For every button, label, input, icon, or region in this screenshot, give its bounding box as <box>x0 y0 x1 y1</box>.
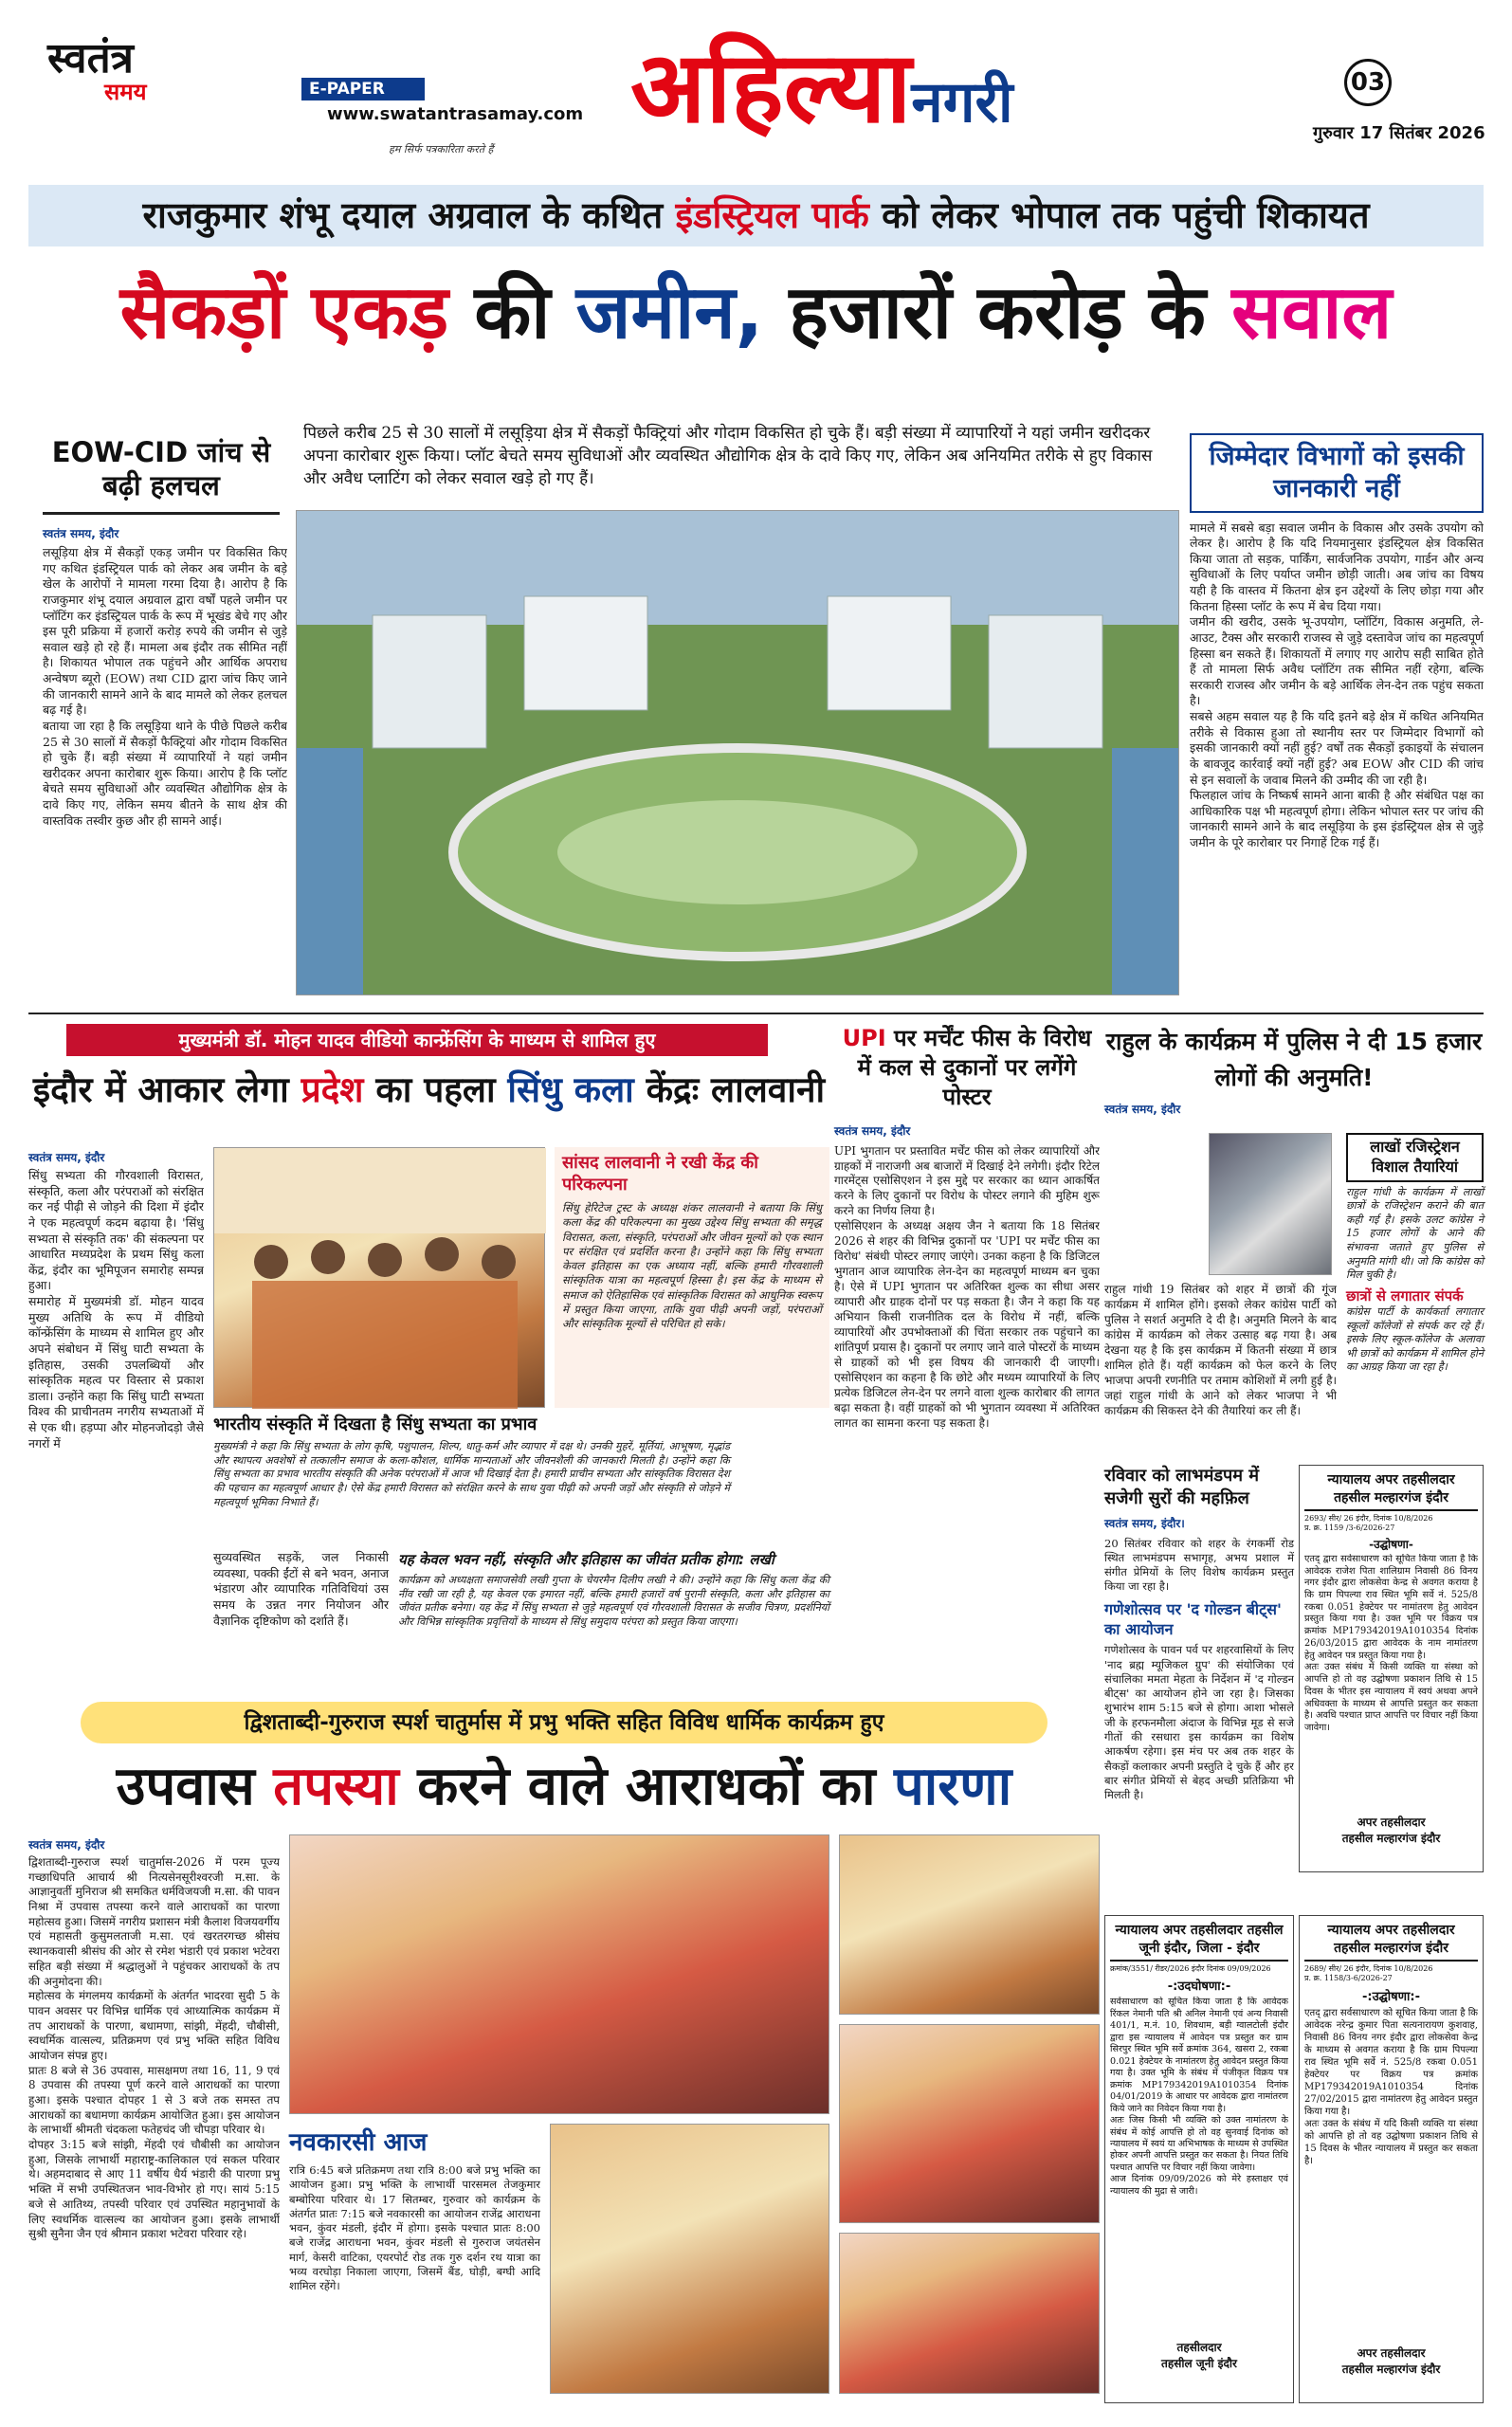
masthead <box>0 0 1512 180</box>
upi-body: UPI भुगतान पर प्रस्तावित मर्चेंट फीस को लेकर व्यापारियों और ग्राहकों में नाराजगी अब बाजारों में दिखाई देने लगेगी। इंदौर रिटेल गारमेंट्स एसोसिएशन ने इस मुद्दे पर सरकार का ध्यान आकर्षित करने के लिए दुकानों पर विरोध के पोस्टर लगाने की मुहिम शुरू करने का निर्णय लिया है। एसोसिएशन के अध्यक्ष अक्षय जैन ने बताया कि 18 सितंबर 2026 से शहर की विभिन्न दुकानों पर 'UPI पर मर्चेंट फीस का विरोध' संबंधी पोस्टर लगाए जाएंगे। उनका कहना है कि डिजिटल भुगतान आज व्यापारिक लेन-देन का महत्वपूर्ण माध्यम बन चुका है। ऐसे में UPI भुगतान पर अतिरिक्त शुल्क का सीधा असर व्यापारी और ग्राहक दोनों पर पड़ सकता है। जैन ने कहा कि यह अभियान किसी राजनीतिक दल के विरोध में नहीं, बल्कि व्यापारियों और उपभोक्ताओं की चिंता सरकार तक पहुंचाने का शांतिपूर्ण प्रयास है। दुकानों पर लगाए जाने वाले पोस्टरों के माध्यम से ग्राहकों को भी इस विषय की जानकारी दी जाएगी। एसोसिएशन का कहना है कि छोटे और मध्यम व्यापारियों के लिए प्रत्येक डिजिटल लेन-देन पर लगने वाला शुल्क कारोबार की लागत बढ़ा सकता है। वहीं ग्राहकों को भी भुगतान व्यवस्था में अतिरिक्त लागत का सामना करना पड़ सकता है। <box>834 1143 1100 1430</box>
music-subhead: गणेशोत्सव पर 'द गोल्डन बीट्स' का आयोजन <box>1104 1599 1282 1638</box>
edition-part1: अहिल्या <box>630 29 912 145</box>
notice3-ref: 2689/ सीर/ 26 इंदौर, दिनांक 10/8/2026 प्र. क्र. 1158/3-6/2026-27 <box>1304 1964 1433 1983</box>
rahul-headline: राहुल के कार्यक्रम में पुलिस ने दी 15 हजार लोगों की अनुमति! <box>1105 1028 1483 1091</box>
rahul-body: राहुल गांधी 19 सितंबर को शहर में छात्रों की गूंज कार्यक्रम में शामिल होंगे। इसको लेकर कांग्रेस पार्टी को पुलिस ने सशर्त अनुमति दे दी है। अनुमति मिलने के बाद कांग्रेस में कार्यक्रम को लेकर उत्साह बढ़ गया है। अब देखना यह है कि इस कार्यक्रम में कितनी संख्या में छात्र शामिल होते हैं। यहीं कार्यक्रम को फेल करने के लिए भाजपा अपनी रणनीति पर तमाम कोशिशों में लगी हुई है। जहां राहुल गांधी के आने को लेकर भाजपा ने भी कार्यक्रम की सिकस्त देने की तैयारियां कर ली हैं। <box>1104 1283 1337 1417</box>
logo-line1: स्वतंत्र <box>47 34 134 82</box>
notice1-head1: न्यायालय अपर तहसीलदार <box>1327 1472 1455 1487</box>
navkarasi-box <box>289 2124 540 2394</box>
sindhu-event-photo <box>213 1147 545 1408</box>
caption-headline: भारतीय संस्कृति में दिखता है सिंधु सभ्यता का प्रभाव <box>213 1414 537 1434</box>
navkarasi-headline: नवकारसी आज <box>289 2128 428 2157</box>
chaturmas-story <box>28 1702 1100 2403</box>
quote-body: कार्यक्रम को अध्यक्षता समाजसेवी लखी गुप्ता के चेयरमैन दिलीप लखी ने की। उन्होंने कहा कि सिंधु कला केंद्र की नींव रखी जा रही है, यह केवल एक इमारत नहीं, बल्कि हमारी हजारों वर्ष पुरानी संस्कृति, कला और इतिहास का जीवंत प्रतीक बनेगा। यह केंद्र में सिंधु सभ्यता से जुड़े महत्वपूर्ण एवं गौरवशाली विरासत के सजीव चित्रण, प्रदर्शनियों और विभिन्न सांस्कृतिक प्रवृत्तियों के माध्यम से सिंधु समुदाय परंपरा को प्रस्तुत किया जाएगा। <box>398 1574 830 1628</box>
caption-body: मुख्यमंत्री ने कहा कि सिंधु सभ्यता के लोग कृषि, पशुपालन, शिल्प, धातु-कर्म और व्यापार में दक्ष थे। उनकी मुहरें, मूर्तियां, आभूषण, मृद्भांड और स्थापत्य अवशेषों से तत्कालीन समाज के कला-कौशल, धार्मिक मान्यताओं और जीवनशैली की जानकारी मिलती है। उन्होंने कहा कि सिंधु सभ्यता का प्रभाव भारतीय संस्कृति की अनेक परंपराओं में आज भी दिखाई देता है। हमारी प्राचीन सभ्यता और सांस्कृतिक विरासत देश की पहचान का महत्वपूर्ण आधार है। ऐसे केंद्र हमारी विरासत को संरक्षित करने के साथ युवा पीढ़ी को अपनी जड़ों और संस्कृति से जोड़ने में महत्वपूर्ण भूमिका निभाते हैं। <box>213 1440 730 1508</box>
lead-body: लसूड़िया क्षेत्र में सैकड़ों एकड़ जमीन पर विकसित किए गए कथित इंडस्ट्रियल पार्क को लेकर अब जमीन के बड़े खेल के आरोपों ने मामला गरमा दिया है। आरोप है कि राजकुमार शंभू दयाल अग्रवाल द्वारा वर्षों पहले जमीन पर प्लॉटिंग कर इंडस्ट्रियल पार्क के रूप में भूखंड बेचे गए और इस पूरी प्रक्रिया में हजारों करोड़ रुपये की जमीन से जुड़े सवाल खड़े हो रहे हैं। मामला अब इंदौर तक सीमित नहीं है। शिकायत भोपाल तक पहुंचने और आर्थिक अपराध अन्वेषण ब्यूरो (EOW) तथा CID द्वारा जांच किए जाने की जानकारी सामने आने के बाद मामले को लेकर हलचल बढ़ गई है। बताया जा रहा है कि लसूड़िया थाने के पीछे पिछले करीब 25 से 30 सालों में सैकड़ों फैक्ट्रियां और गोदाम विकसित हो चुके हैं। बड़ी संख्या में व्यापारियों ने यहां जमीन खरीदकर अपना कारोबार शुरू किया। आरोप है कि प्लॉट बेचते समय सुविधाओं और व्यवस्थित औद्योगिक क्षेत्र के दावे किए गए, लेकिन समय बीतने के साथ क्षेत्र की वास्तविक तस्वीर कुछ और ही सामने आई। <box>43 545 287 828</box>
sindhu-story <box>28 1024 829 1697</box>
notice3-head2: तहसील मल्हारगंज इंदौर <box>1304 1939 1478 1962</box>
divider <box>28 1013 1484 1014</box>
notice-juni-indore <box>1104 1915 1294 2403</box>
notice1-body: एतद् द्वारा सर्वसाधारण को सूचित किया जाता है कि आवेदक राजेश पिता शालिग्राम निवासी 86 विनय नगर इंदौर द्वारा लोकसेवा केन्द्र से अवगत कराया है कि ग्राम पिपल्या राव स्थित भूमि सर्वे नं. 525/8 रकबा 0.051 हेक्टेयर पर नामांतरण हेतु आवेदन प्रस्तुत किया गया है। उक्त भूमि पर विक्रय पत्र क्रमांक MP179342019A1010354 दिनांक 26/03/2015 द्वारा आवेदक के नाम नामांतरण हेतु आवेदन पत्र प्रस्तुत किया गया है। अतः उक्त संबंध में किसी व्यक्ति या संस्था को आपत्ति हो तो वह उद्घोषणा प्रकाशन तिथि से 15 दिवस के भीतर इस न्यायालय में स्वयं अथवा अपने अधिवक्ता के माध्यम से आपत्ति प्रस्तुत कर सकता है। अवधि पश्चात प्राप्त आपत्ति पर विचार नहीं किया जावेगा। <box>1304 1553 1478 1734</box>
notice2-head1: न्यायालय अपर तहसीलदार तहसील <box>1115 1923 1284 1938</box>
sindhu-caption-box <box>213 1413 730 1541</box>
notice3-title: -:उद्घोषणा:- <box>1362 1989 1420 2004</box>
notice2-body: सर्वसाधारण को सूचित किया जाता है कि आवेदक रिंकल नेमानी पति श्री अनिल नेमानी एवं अन्य निवासी 401/1, म.नं. 10, शिवधाम, बड़ी ग्वालटोली इंदौर द्वारा इस न्यायालय में आवेदन पत्र प्रस्तुत कर ग्राम सिरपुर स्थित भूमि सर्वे क्रमांक 364, खसरा 2, रकबा 0.021 हेक्टेयर के नामांतरण हेतु आवेदन प्रस्तुत किया गया है। उक्त भूमि के संबंध में पंजीकृत विक्रय पत्र क्रमांक MP179342019A1010354 दिनांक 04/01/2019 के आधार पर आवेदक द्वारा नामांतरण किये जाने का निवेदन किया गया है। अतः जिस किसी भी व्यक्ति को उक्त नामांतरण के संबंध में कोई आपत्ति हो तो वह सुनवाई दिनांक को न्यायालय में स्वयं या अभिभाषक के माध्यम से उपस्थित होकर अपनी आपत्ति प्रस्तुत कर सकता है। नियत तिथि पश्चात आपत्ति पर विचार नहीं किया जावेगा। आज दिनांक 09/09/2026 को मेरे हस्ताक्षर एवं न्यायालय की मुद्रा से जारी। <box>1110 1997 1288 2197</box>
side-box-body: सिंधु हेरिटेज ट्रस्ट के अध्यक्ष शंकर लालवानी ने बताया कि सिंधु कला केंद्र की परिकल्पना का मुख्य उद्देश्य सिंधु सभ्यता की समृद्ध विरासत, कला, संस्कृति, परंपराओं और जीवन मूल्यों को एक स्थान पर संरक्षित एवं प्रदर्शित करना है। उन्होंने कहा कि सिंधु सभ्यता केवल इतिहास का एक अध्याय नहीं, बल्कि हमारी गौरवशाली सांस्कृतिक यात्रा का महत्वपूर्ण हिस्सा है। इस केंद्र के माध्यम से समाज को ऐतिहासिक एवं सांस्कृतिक विरासत को आधुनिक स्वरूप में प्रस्तुत किया जाएगा, ताकि युवा पीढ़ी अपनी जड़ों, परंपराओं और सांस्कृतिक मूल्यों से परिचित हो सके। <box>562 1201 822 1331</box>
epaper-label: E-PAPER <box>301 78 425 100</box>
sindhu-quote <box>398 1550 829 1630</box>
sidebar-body-2: कांग्रेस पार्टी के कार्यकर्ता लगातार स्कूलों कॉलेजों से संपर्क कर रहे हैं। इसके लिए स्कूल-कॉलेज के अलावा भी छात्रों को कार्यक्रम में शामिल होने का आग्रह किया जा रहा है। <box>1346 1305 1484 1374</box>
upi-headline: UPI पर मर्चेंट फीस के विरोध में कल से दुकानों पर लगेंगे पोस्टर <box>842 1025 1092 1111</box>
edition-title <box>630 29 1013 161</box>
chaturmas-photo-5 <box>839 2233 1100 2394</box>
notice1-ref: 2693/ सीर/ 26 इंदौर, दिनांक 10/8/2026 प्र. क्र. 1159 /3-6/2026-27 <box>1304 1514 1433 1533</box>
sindhu-headline: इंदौर में आकार लेगा प्रदेश का पहला सिंधु कला केंद्रः लालवानी <box>32 1069 826 1110</box>
lead-story <box>28 185 1484 1005</box>
chaturmas-headline: उपवास तपस्या करने वाले आराधकों का पारणा <box>116 1756 1012 1817</box>
lead-intro: पिछले करीब 25 से 30 सालों में लसूड़िया क्षेत्र में सैकड़ों फैक्ट्रियां और गोदाम विकसित हो चुके हैं। बड़ी संख्या में व्यापारियों ने यहां जमीन खरीदकर अपना कारोबार शुरू किया। प्लॉट बेचते समय सुविधाओं और व्यवस्थित औद्योगिक क्षेत्र के दावे किए गए, लेकिन अब अनियमित तरीके से हुए विकास और अवैध प्लाटिंग को लेकर सवाल खड़े हो गए हैं। <box>303 424 1153 489</box>
edition-part2: नगरी <box>911 69 1013 136</box>
rahul-story <box>1104 1024 1484 1460</box>
notice3-head1: न्यायालय अपर तहसीलदार <box>1327 1923 1455 1938</box>
chaturmas-byline: स्वतंत्र समय, इंदौर <box>28 1838 105 1852</box>
page-number: 03 <box>1344 59 1392 106</box>
chaturmas-photo-2 <box>839 1834 1100 2015</box>
notice3-sig1: अपर तहसीलदार <box>1357 2345 1426 2360</box>
issue-date: गुरुवार 17 सितंबर 2026 <box>1313 123 1485 143</box>
tagline: हम सिर्फ पत्रकारिता करते हैं <box>389 143 494 155</box>
music-headline: रविवार को लाभमंडपम में सजेगी सुरों की महफ़िल <box>1104 1466 1260 1509</box>
divider <box>43 512 280 515</box>
notice-malharganj-2 <box>1299 1915 1484 2403</box>
rahul-byline: स्वतंत्र समय, इंदौर <box>1104 1103 1181 1116</box>
chaturmas-kicker: द्विशताब्दी-गुरुराज स्पर्श चातुर्मास में प्रभु भक्ति सहित विविध धार्मिक कार्यक्रम हुए <box>81 1702 1047 1743</box>
notice2-title: -:उदघोषणा:- <box>1167 1980 1231 1995</box>
upi-story <box>834 1024 1100 1697</box>
sindhu-body: सिंधु सभ्यता की गौरवशाली विरासत, संस्कृति, कला और परंपराओं को संरक्षित कर नई पीढ़ी से जोड़ने की दिशा में इंदौर ने एक महत्वपूर्ण कदम बढ़ाया है। 'सिंधु सभ्यता से संस्कृति तक' की संकल्पना पर आधारित मध्यप्रदेश के प्रथम सिंधु कला केंद्र, इंदौर का भूमिपूजन समारोह सम्पन्न हुआ। समारोह में मुख्यमंत्री डॉ. मोहन यादव मुख्य अतिथि के रूप में वीडियो कॉन्फ्रेंसिंग के माध्यम से शामिल हुए और अपने संबोधन में सिंधु घाटी सभ्यता के इतिहास, उसकी उपलब्धियों और सांस्कृतिक महत्व पर विस्तार से प्रकाश डाला। उन्होंने कहा कि सिंधु घाटी सभ्यता विश्व की प्राचीनतम नगरीय सभ्यताओं में से एक थी। हड़प्पा और मोहनजोदड़ो जैसे नगरों में <box>28 1168 204 1451</box>
navkarasi-body: रात्रि 6:45 बजे प्रतिक्रमण तथा रात्रि 8:00 बजे प्रभु भक्ति का आयोजन हुआ। प्रभु भक्ति के लाभार्थी पारसमल तेजकुमार बम्बोरिया परिवार थे। 17 सितम्बर, गुरुवार को कार्यक्रम के अंतर्गत प्रातः 7:15 बजे नवकारसी का आयोजन राजेंद्र आराधना भवन, कुंवर मंडली, इंदौर में होगा। इसके पश्चात प्रातः 8:00 बजे राजेंद्र आराधना भवन, कुंवर मंडली से गुरुराज जयंतसेन मार्ग, केसरी वाटिका, एयरपोर्ट रोड तक गुरु दर्शन रथ यात्रा का भव्य वरघोड़ा निकाला जाएगा, जिसमें बैंड, घोड़ी, बग्घी आदि शामिल रहेंगे। <box>289 2163 540 2293</box>
music-subbody: गणेशोत्सव के पावन पर्व पर शहरवासियों के लिए 'नाद ब्रह्म म्यूजिकल ग्रुप' की संयोजिका एवं संचालिका ममता मेहता के निर्देशन में 'द गोल्डन बीट्स' का आयोजन होने जा रहा है। जिसका शुभारंभ शाम 5:15 बजे से होगा। आशा भोसले जी के हरफनमौला अंदाज के विभिन्न मूड से सजे गीतों की रसधारा इस कार्यक्रम का विशेष आकर्षण रहेगा। इस मंच पर अब तक शहर के सैकड़ों कलाकार अपनी प्रस्तुति दे चुके हैं और हर बार संगीत प्रेमियों से बेहद अच्छी प्रतिक्रिया भी मिलती है। <box>1104 1643 1294 1802</box>
sidebar-head-1: लाखों रजिस्ट्रेशन विशाल तैयारियां <box>1346 1133 1484 1182</box>
sindhu-side-box <box>555 1147 829 1408</box>
quote-headline: यह केवल भवन नहीं, संस्कृति और इतिहास का जीवंत प्रतीक होगा: लखी <box>398 1551 774 1568</box>
notice1-head2: तहसील मल्हारगंज इंदौर <box>1304 1488 1478 1511</box>
music-story <box>1104 1465 1294 1910</box>
lead-side-headline: EOW-CID जांच से बढ़ी हलचल <box>51 436 271 502</box>
notice2-sig1: तहसीलदार <box>1176 2341 1222 2355</box>
right-box-body: मामले में सबसे बड़ा सवाल जमीन के विकास और उसके उपयोग को लेकर है। आरोप है कि यदि नियमानुसार इंडस्ट्रियल क्षेत्र विकसित किया जाता तो सड़क, पार्किंग, सार्वजनिक उपयोग, गार्डन और अन्य सुविधाओं के लिए पर्याप्त जमीन छोड़ी जाती। अब जांच का विषय यही है कि वास्तव में कितना क्षेत्र इन उद्देश्यों के लिए छोड़ा गया और कितना हिस्सा प्लॉट के रूप में बेच दिया गया। जमीन की खरीद, उसके भू-उपयोग, प्लॉटिंग, विकास अनुमति, ले-आउट, टैक्स और सरकारी राजस्व से जुड़े दस्तावेज जांच का महत्वपूर्ण हिस्सा बन सकते हैं। शिकायतों में लगाए गए आरोप सही साबित होते हैं तो मामला सिर्फ अवैध प्लॉटिंग तक सीमित नहीं रहेगा, बल्कि सरकारी राजस्व और जमीन के बड़े आर्थिक लेन-देन तक पहुंच सकता है। सबसे अहम सवाल यह है कि यदि इतने बड़े क्षेत्र में कथित अनियमित तरीके से विकास हुआ तो स्थानीय स्तर पर जिम्मेदार विभागों को इसकी जानकारी क्यों नहीं हुई? वर्षों तक सैकड़ों इकाइयों के संचालन के बावजूद कार्रवाई क्यों नहीं हुई? अब EOW और CID की जांच से इन सवालों के जवाब मिलने की उम्मीद की जा रही है। फिलहाल जांच के निष्कर्ष सामने आना बाकी है और संबंधित पक्ष का आधिकारिक पक्ष भी महत्वपूर्ण होगा। लेकिन भोपाल स्तर पर जांच की जानकारी सामने आने के बाद लसूड़िया के इस इंडस्ट्रियल क्षेत्र से जुड़े जमीन के पूरे कारोबार पर निगाहें टिक गई हैं। <box>1190 520 1484 849</box>
notice2-sig2: तहसील जूनी इंदौर <box>1161 2357 1237 2371</box>
chaturmas-photo-main <box>289 1834 829 2114</box>
sindhu-byline: स्वतंत्र समय, इंदौर <box>28 1151 105 1164</box>
chaturmas-photo-3 <box>839 2024 1100 2223</box>
rahul-sidebar <box>1346 1133 1484 1451</box>
notice3-body: एतद् द्वारा सर्वसाधारण को सूचित किया जाता है कि आवेदक नरेन्द्र कुमार पिता सत्यनारायण कुशवाह, निवासी 86 विनय नगर इंदौर द्वारा लोकसेवा केन्द्र के माध्यम से अवगत कराया है कि ग्राम पिपल्या राव स्थित भूमि सर्वे नं. 525/8 रकबा 0.051 हेक्टेयर पर विक्रय पत्र क्रमांक MP179342019A1010354 दिनांक 27/02/2015 द्वारा नामांतरण हेतु आवेदन प्रस्तुत किया गया है। अतः उक्त के संबंध में यदि किसी व्यक्ति या संस्था को आपत्ति हो तो वह उद्घोषणा प्रकाशन तिथि से 15 दिवस के भीतर न्यायालय में प्रस्तुत कर सकता है। <box>1304 2007 1478 2166</box>
notice-malharganj-1 <box>1299 1465 1484 1872</box>
side-box-headline: सांसद लालवानी ने रखी केंद्र की परिकल्पना <box>562 1153 758 1195</box>
website-link[interactable]: www.swatantrasamay.com <box>327 104 584 124</box>
lead-byline: स्वतंत्र समय, इंदौर <box>43 527 119 540</box>
music-body: 20 सितंबर रविवार को शहर के रंगकर्मी रोड स्थित लाभमंडपम सभागृह, अभय प्रशाल में संगीत प्रेमियों के लिए विशेष कार्यक्रम प्रस्तुत किया जा रहा है। <box>1104 1536 1294 1594</box>
notice1-sig2: तहसील मल्हारगंज इंदौर <box>1341 1831 1441 1845</box>
industrial-park-render <box>296 510 1179 995</box>
lead-kicker: राजकुमार शंभू दयाल अग्रवाल के कथित इंडस्ट्रियल पार्क को लेकर भोपाल तक पहुंची शिकायत <box>28 185 1484 246</box>
notice1-title: -उद्घोषणा- <box>1369 1537 1413 1551</box>
sidebar-head-2: छात्रों से लगातार संपर्क <box>1346 1286 1464 1305</box>
sidebar-body-1: राहुल गांधी के कार्यक्रम में लाखों छात्रों के रजिस्ट्रेशन कराने की बात कही गई है। इसके उलट कांग्रेस ने 15 हजार लोगों के आने की संभावना जताते हुए पुलिस से अनुमति मांगी थी। जो कि कांग्रेस को मिल चुकी है। <box>1346 1185 1484 1282</box>
right-box-headline: जिम्मेदार विभागों को इसकी जानकारी नहीं <box>1190 433 1484 513</box>
notice1-sig1: अपर तहसीलदार <box>1357 1815 1426 1829</box>
lead-headline: सैकड़ों एकड़ की जमीन, हजारों करोड़ के सवाल <box>119 270 1393 356</box>
upi-byline: स्वतंत्र समय, इंदौर <box>834 1123 911 1138</box>
sindhu-kicker: मुख्यमंत्री डॉ. मोहन यादव वीडियो कान्फ्रेंसिंग के माध्यम से शामिल हुए <box>66 1024 768 1056</box>
notice3-sig2: तहसील मल्हारगंज इंदौर <box>1341 2362 1441 2376</box>
music-byline: स्वतंत्र समय, इंदौर। <box>1104 1516 1185 1530</box>
notice2-ref: क्रमांक/3551/ रीडर/2026 इंदौर दिनांक 09/09/2026 <box>1110 1964 1271 1973</box>
notice2-head2: जूनी इंदौर, जिला - इंदौर <box>1110 1939 1288 1962</box>
sindhu-col2: सुव्यवस्थित सड़कें, जल निकासी व्यवस्था, पक्की ईंटों से बने भवन, अनाज भंडारण और व्यापारिक गतिविधियां उस समय के उन्नत नगर नियोजन और वैज्ञानिक दृष्टिकोण को दर्शाते हैं। <box>213 1550 389 1628</box>
lead-right-box <box>1190 433 1484 997</box>
chaturmas-photo-4 <box>550 2124 829 2394</box>
chaturmas-body: द्विशताब्दी-गुरुराज स्पर्श चातुर्मास-2026 में परम पूज्य गच्छाधिपति आचार्य श्री नित्यसेनसूरीश्वरजी म.सा. के आज्ञानुवर्ती मुनिराज श्री समकित धर्मविजयजी म.सा. की पावन निश्रा में उपवास तपस्या करने वाले आराधकों का पारणा महोत्सव हुआ। जिसमें नगरीय प्रशासन मंत्री कैलाश विजयवर्गीय एवं महासती कुसुमलताजी म.सा. एवं खरतरगच्छ श्रीसंघ स्थानकवासी श्रीसंघ की ओर से रमेश भंडारी एवं प्रकाश भटेवरा सहित बड़ी संख्या में श्रद्धालुओं ने पहुंचकर आराधकों के तप की अनुमोदना की। महोत्सव के मंगलमय कार्यक्रमों के अंतर्गत भादरवा सुदी 5 के पावन अवसर पर विभिन्न धार्मिक एवं आध्यात्मिक कार्यक्रम में तप आराधकों के पारणा, बधामणा, सांझी, मेंहदी, चौबीसी, स्वधर्मिक वात्सल्य, प्रतिक्रमण एवं प्रभु भक्ति सहित विविध आयोजन संपन्न हुए। प्रातः 8 बजे से 36 उपवास, मासक्षमण तथा 16, 11, 9 एवं 8 उपवास की तपस्या पूर्ण करने वाले आराधकों का पारणा हुआ। इसके पश्चात दोपहर 1 से 3 बजे तक समस्त तप आराधकों का बधामणा कार्यक्रम आयोजित हुआ। इस आयोजन के लाभार्थी श्रीमती चंदकला फतेहचंद जी चौपड़ा परिवार थे। दोपहर 3:15 बजे सांझी, मेंहदी एवं चौबीसी का आयोजन हुआ, जिसके लाभार्थी महाराष्ट्र-कालिकाल एवं सकल परिवार थे। अहमदाबाद से आए 11 वर्षीय धैर्य भंडारी की पारणा प्रभु भक्ति में सभी उपस्थितजन भाव-विभोर हो गए। सायं 5:15 बजे से आतिथ्य, तपस्वी परिवार एवं उपस्थित महानुभावों के लिए स्वधर्मिक वात्सल्य का आयोजन हुआ। इसके लाभार्थी सुश्री सुनैना जैन एवं श्रीमान प्रकाश भटेवरा परिवार रहे। <box>28 1855 280 2241</box>
logo-line2: समय <box>104 79 147 105</box>
logo-swatantra <box>47 34 199 105</box>
